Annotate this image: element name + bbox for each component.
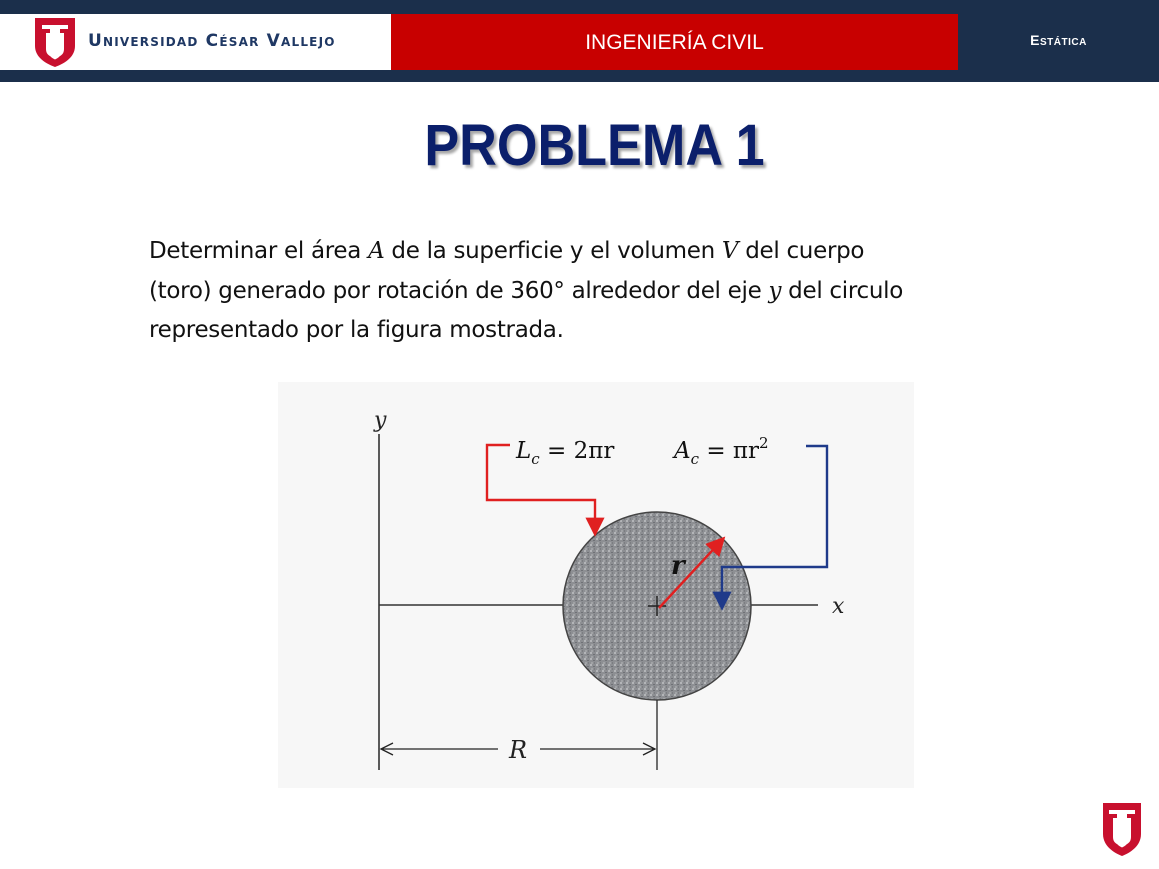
svg-text:Lc = 2πr [515, 438, 614, 468]
x-axis-label: x [832, 594, 845, 619]
formula-subscript: c [531, 450, 540, 468]
radius-R-label: R [509, 736, 528, 764]
course-label: Estática [1030, 32, 1087, 48]
radius-r-label: r [671, 551, 685, 581]
variable-axis: y [768, 277, 782, 304]
career-label: INGENIERÍA CIVIL [585, 31, 764, 54]
slide-title: PROBLEMA 1 [424, 113, 765, 178]
career-banner [391, 14, 958, 70]
formula-rhs: = πr [699, 438, 760, 464]
statement-line-3: representado por la figura mostrada. [149, 317, 564, 343]
variable-volume: V [721, 238, 739, 264]
header-bar [0, 0, 1159, 82]
formula-length [515, 438, 614, 468]
formula-superscript: 2 [759, 434, 769, 452]
statement-text: (toro) generado por rotación de 360° alrededor del eje [149, 277, 769, 304]
y-axis-label: y [374, 408, 387, 433]
figure-canvas [278, 382, 914, 788]
formula-subscript: c [690, 450, 700, 468]
formula-area [672, 434, 769, 468]
statement-text: del cuerpo [738, 238, 865, 264]
university-logo [0, 14, 391, 70]
statement-line-2 [149, 272, 1049, 312]
statement-text: de la superficie y el volumen [384, 238, 722, 264]
torus-figure [278, 382, 914, 788]
ucv-shield-icon [33, 16, 77, 68]
statement-text: del circulo [781, 277, 903, 304]
problem-statement [149, 232, 1049, 351]
university-name: Universidad César Vallejo [88, 31, 336, 51]
variable-area: A [368, 238, 385, 264]
formula-symbol: A [674, 438, 691, 464]
ucv-shield-icon [1100, 800, 1144, 858]
statement-line-1 [149, 232, 1049, 272]
formula-rhs: = 2πr [539, 438, 615, 464]
statement-text: Determinar el área [149, 238, 369, 264]
formula-symbol: L [516, 438, 532, 464]
svg-text:Ac = πr2 [672, 434, 769, 468]
